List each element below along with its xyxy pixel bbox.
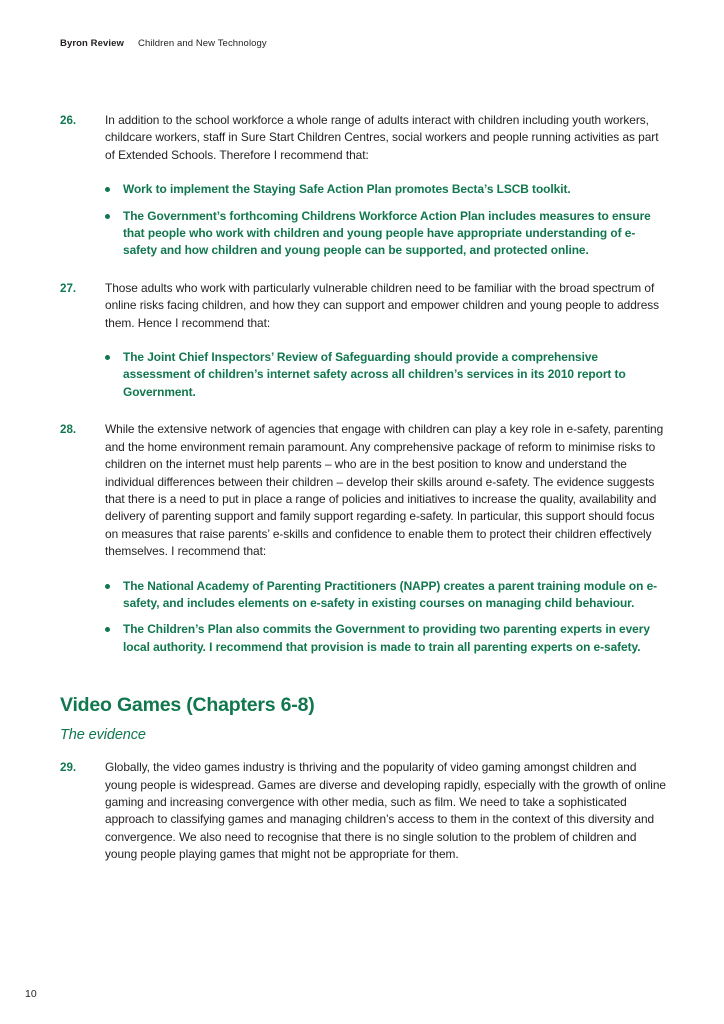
paragraph-number: 26. xyxy=(60,114,77,127)
running-header-subtitle: Children and New Technology xyxy=(138,38,267,49)
bullet-icon xyxy=(105,187,110,192)
paragraph-text: In addition to the school workforce a whole range of adults interact with children including youth workers, childcare workers, staff in Sure Start Children Centres, social workers and people running activities as part of Extended Schools. Therefore I recommend that: xyxy=(105,113,659,162)
recommendation-list xyxy=(105,578,668,657)
spacer xyxy=(60,260,668,280)
paragraph-text: While the extensive network of agencies that engage with children can play a key role in e-safety, parenting and the home environment remain paramount. Any comprehensive package of reform to minimise risks to children on the internet must help parents – who are in the best position to know and understand the individual differences between their children – develop their skills around e-safety. The evidence suggests that there is a need to put in place a range of policies and initiatives to increase the quality, availability and delivery of parenting support and family support regarding e-safety. In particular, this support should focus on measures that raise parents’ e-skills and confidence to enable them to protect their children effectively themselves. I recommend that: xyxy=(105,422,664,559)
bullet-icon xyxy=(105,627,110,632)
numbered-paragraph xyxy=(60,112,668,164)
spacer xyxy=(60,164,668,181)
paragraph-number: 29. xyxy=(60,761,77,775)
spacer xyxy=(60,401,668,421)
spacer xyxy=(105,612,668,621)
recommendation-text: The National Academy of Parenting Practitioners (NAPP) creates a parent training module on e-safety, and includes elements on e-safety in existing courses on managing child behaviour. xyxy=(123,578,658,610)
spacer xyxy=(60,656,668,693)
numbered-paragraph xyxy=(60,421,668,560)
bullet-icon xyxy=(105,214,110,219)
recommendation-text: Work to implement the Staying Safe Action Plan promotes Becta’s LSCB toolkit. xyxy=(123,182,571,197)
bullet-icon xyxy=(105,584,110,589)
paragraph-number: 27. xyxy=(60,281,77,295)
spacer xyxy=(105,199,668,208)
recommendation-list xyxy=(105,181,668,260)
numbered-paragraph xyxy=(60,759,668,863)
paragraph-number: 28. xyxy=(60,423,77,437)
recommendation-text: The Children’s Plan also commits the Government to providing two parenting experts in every local authority. I recommend that provision is made to train all parenting experts on e-safety. xyxy=(123,622,650,654)
recommendation-text: The Government’s forthcoming Childrens Workforce Action Plan includes measures to ensure that people who work with children and young people have appropriate understanding of e-safety and how children and young people can be supported, and protected online. xyxy=(123,208,651,258)
spacer xyxy=(60,745,668,759)
bullet-icon xyxy=(105,355,110,360)
spacer xyxy=(60,561,668,578)
section-subheading: The evidence xyxy=(60,727,146,744)
section-heading: Video Games (Chapters 6-8) xyxy=(60,694,315,717)
paragraph-text: Globally, the video games industry is thriving and the popularity of video gaming amongst children and young people is widespread. Games are diverse and developing rapidly, especially with the growth of online gaming and increasing convergence with other media, such as film. We need to take a sophisticated approach to classifying games and managing children’s access to them in the context of this diversity and convergence. We also need to recognise that there is no single solution to the problem of children and young people playing games that might not be appropriate for them. xyxy=(105,760,666,862)
paragraph-text: Those adults who work with particularly vulnerable children need to be familiar with the broad spectrum of online risks facing children, and how they can support and empower children and young people to address them. Hence I recommend that: xyxy=(105,280,660,330)
recommendation-list xyxy=(105,349,668,401)
spacer xyxy=(60,332,668,349)
spacer xyxy=(60,717,668,725)
running-header-title: Byron Review xyxy=(60,38,125,49)
running-header xyxy=(60,38,267,49)
recommendation-item xyxy=(105,349,668,401)
numbered-paragraph xyxy=(60,280,668,332)
recommendation-item xyxy=(105,621,668,656)
recommendation-item xyxy=(105,181,668,198)
recommendation-text: The Joint Chief Inspectors’ Review of Safeguarding should provide a comprehensive assessment of children’s internet safety across all children’s services in its 2010 report to Government. xyxy=(123,350,626,399)
recommendation-item xyxy=(105,578,668,613)
page-content xyxy=(60,112,668,864)
recommendation-item xyxy=(105,208,668,260)
page-number: 10 xyxy=(25,988,37,1000)
